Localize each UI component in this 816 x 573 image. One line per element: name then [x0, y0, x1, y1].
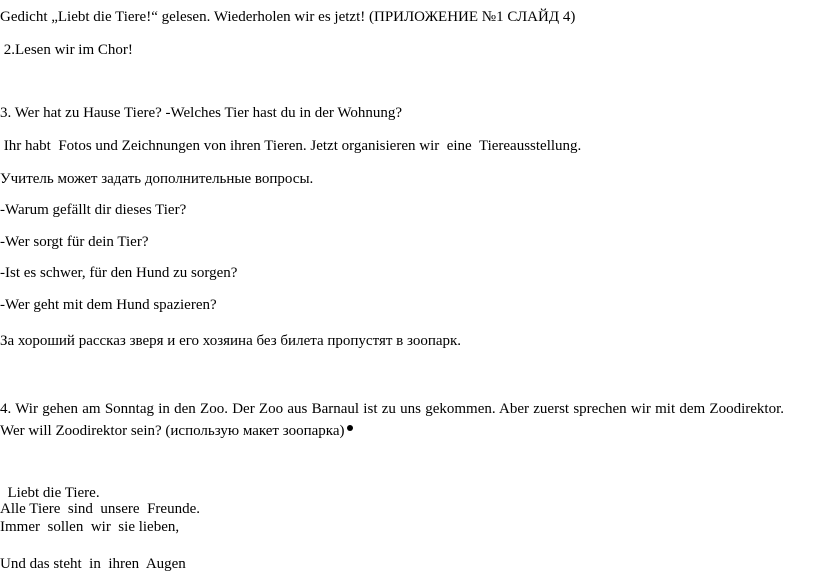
doc-paragraph-4: [0, 398, 784, 442]
doc-paragraph-4-text: 4. Wir gehen am Sonntag in den Zoo. Der Zoo aus Barnaul ist zu uns gekommen. Aber zuerst sprechen wir mit dem Zoodirektor. Wer will Zoodirektor sein? (использую макет зоопарка): [0, 401, 784, 439]
poem-line-3: Und das steht in ihren Augen: [0, 556, 186, 572]
doc-line-q-sorgt: -Wer sorgt für dein Tier?: [0, 234, 149, 250]
poem-line-1: Alle Tiere sind unsere Freunde.: [0, 501, 200, 517]
doc-line-q-warum: -Warum gefällt dir dieses Tier?: [0, 202, 187, 218]
doc-line-teacher-note: Учитель может задать дополнительные вопросы.: [0, 171, 314, 187]
doc-line-intro: Gedicht „Liebt die Tiere!“ gelesen. Wiederholen wir es jetzt! (ПРИЛОЖЕНИЕ №1 СЛАЙД 4): [0, 9, 576, 25]
doc-line-fotos: Ihr habt Fotos und Zeichnungen von ihren Tieren. Jetzt organisieren wir eine Tiereausstellung.: [0, 138, 582, 154]
doc-line-zoo-prize: За хороший рассказ зверя и его хозяина без билета пропустят в зоопарк.: [0, 333, 462, 349]
doc-line-chor: 2.Lesen wir im Chor!: [0, 42, 133, 58]
doc-line-question-3: 3. Wer hat zu Hause Tiere? -Welches Tier hast du in der Wohnung?: [0, 105, 402, 121]
bullet-icon: [347, 425, 353, 431]
poem-line-2: Immer sollen wir sie lieben,: [0, 519, 180, 535]
doc-line-q-spazieren: -Wer geht mit dem Hund spazieren?: [0, 297, 217, 313]
poem-title: Liebt die Tiere.: [0, 485, 100, 501]
doc-line-q-schwer: -Ist es schwer, für den Hund zu sorgen?: [0, 265, 238, 281]
